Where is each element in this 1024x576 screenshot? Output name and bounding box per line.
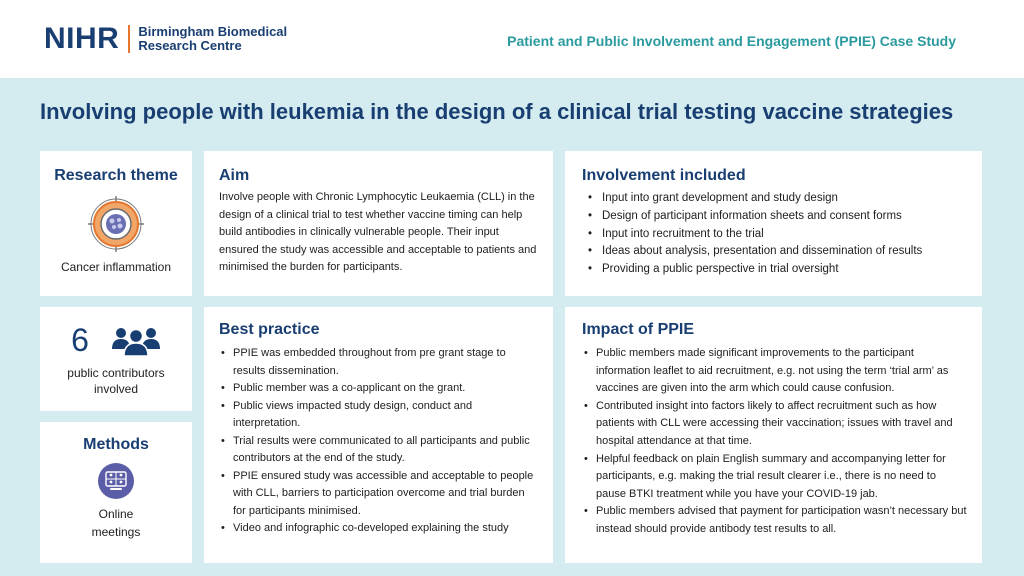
case-study-label: Patient and Public Involvement and Engagement (PPIE) Case Study <box>507 33 956 49</box>
people-group-icon <box>111 323 161 357</box>
best-practice-list <box>219 345 539 538</box>
aim-text: Involve people with Chronic Lymphocytic Leukaemia (CLL) in the design of a clinical trial to test whether vaccine timing can help build antibodies in clinically vulnerable people. Their input ensured the study was accessible and acceptable to patients and minimised the burden for participants. <box>219 191 537 273</box>
logo-line-2: Research Centre <box>138 38 242 53</box>
methods-value <box>40 505 192 541</box>
aim-heading: Aim <box>219 167 250 184</box>
page-title: Involving people with leukemia in the design of a clinical trial testing vaccine strategies <box>40 99 954 124</box>
logo-centre-name <box>138 25 287 53</box>
header-bar <box>0 0 1024 78</box>
list-item: • Public member was a co-applicant on the grant. <box>219 380 539 398</box>
involvement-card <box>565 151 982 296</box>
list-item: • Public members made significant improvements to the participant information leaflet to aid recruitment, e.g. not using the term ‘trial arm’ as vaccines are given into the arm which could cause confusion. <box>582 345 968 398</box>
list-item: • Public members advised that payment for participation wasn’t necessary but instead should provide antibody test results to all. <box>582 503 968 538</box>
impact-list <box>582 345 968 539</box>
logo-line-1: Birmingham Biomedical <box>138 24 288 39</box>
list-item: • Input into recruitment to the trial <box>582 226 968 244</box>
list-item: • Input into grant development and study design <box>582 190 968 208</box>
research-theme-value: Cancer inflammation <box>60 260 172 274</box>
list-item: • Video and infographic co-developed explaining the study <box>219 520 539 538</box>
list-item: • Contributed insight into factors likely to affect recruitment such as how patients with CLL were accessing their vaccination; issues with travel and hospital attendance at that time. <box>582 398 968 451</box>
impact-card <box>565 307 982 563</box>
video-meeting-icon <box>98 463 134 499</box>
best-practice-heading: Best practice <box>219 321 320 338</box>
aim-card <box>204 151 553 296</box>
logo-divider <box>128 25 130 53</box>
logo-wordmark: NIHR <box>44 22 120 55</box>
contributors-card <box>40 307 192 411</box>
contributors-label-line-1: public contributors <box>67 366 165 380</box>
research-theme-card <box>40 151 192 296</box>
methods-label-line-2: meetings <box>91 525 141 539</box>
cancer-cell-target-icon <box>87 195 145 253</box>
contributors-summary <box>40 323 192 357</box>
best-practice-card <box>204 307 553 563</box>
list-item: • PPIE was embedded throughout from pre grant stage to results dissemination. <box>219 345 539 380</box>
methods-label-line-1: Online <box>98 507 134 521</box>
list-item: • Trial results were communicated to all participants and public contributors at the end of the study. <box>219 433 539 468</box>
list-item: • PPIE ensured study was accessible and acceptable to people with CLL, barriers to participation overcome and trial burden for participants minimised. <box>219 468 539 521</box>
involvement-list <box>582 190 968 279</box>
list-item: • Helpful feedback on plain English summary and accompanying letter for participants, e.g. making the trial result clearer i.e., there is no need to pause BTKI treatment while you have your COVID-19 jab. <box>582 451 968 504</box>
nihr-logo <box>44 24 287 54</box>
list-item: • Providing a public perspective in trial oversight <box>582 261 968 279</box>
list-item: • Ideas about analysis, presentation and dissemination of results <box>582 243 968 261</box>
contributors-label <box>40 365 192 397</box>
research-theme-heading: Research theme <box>54 167 178 184</box>
list-item: • Public views impacted study design, conduct and interpretation. <box>219 398 539 433</box>
involvement-heading: Involvement included <box>582 167 746 184</box>
methods-heading: Methods <box>83 436 149 453</box>
impact-heading: Impact of PPIE <box>582 321 695 338</box>
list-item: • Design of participant information sheets and consent forms <box>582 208 968 226</box>
contributors-label-line-2: involved <box>93 382 139 396</box>
methods-card <box>40 422 192 563</box>
contributors-count: 6 <box>71 322 89 358</box>
